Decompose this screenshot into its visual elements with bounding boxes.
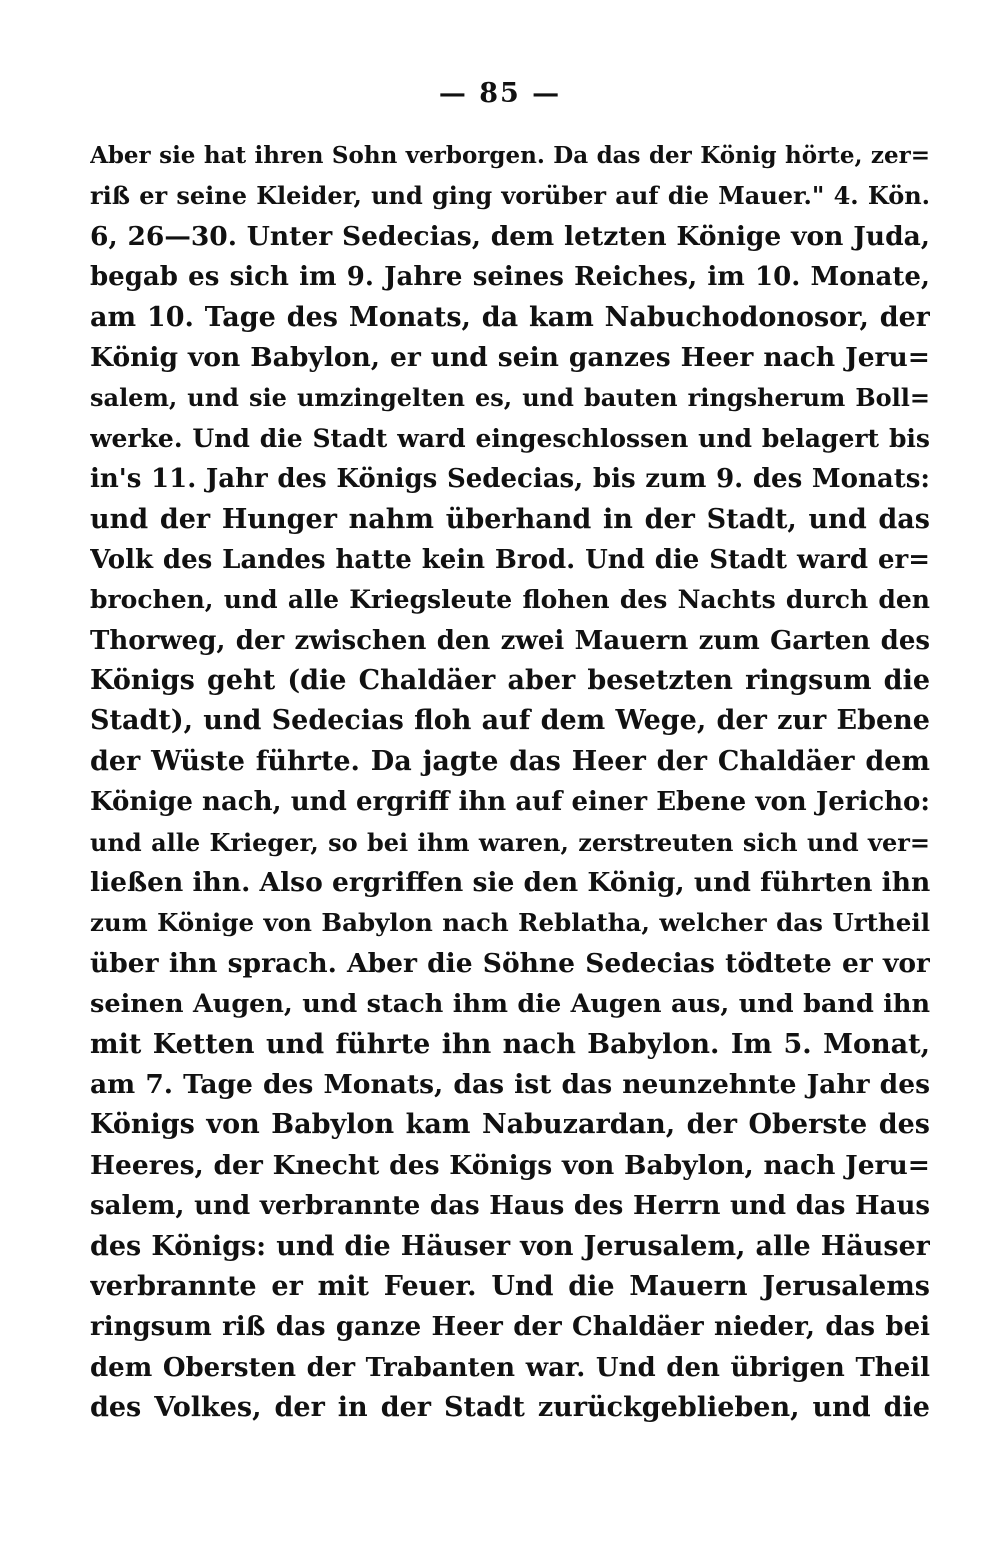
text-line: verbrannte er mit Feuer. Und die Mauern Jerusalems [90, 1270, 930, 1302]
text-line: seinen Augen, und stach ihm die Augen aus, und band ihn [90, 989, 930, 1020]
text-line: Könige nach, und ergriff ihn auf einer Ebene von Jericho: [90, 787, 930, 818]
text-line: am 10. Tage des Monats, da kam Nabuchodonosor, der [90, 301, 930, 333]
text-line: zum Könige von Babylon nach Reblatha, welcher das Urtheil [90, 908, 930, 938]
text-line: in's 11. Jahr des Königs Sedecias, bis zum 9. des Monats: [90, 464, 930, 495]
text-line: des Volkes, der in der Stadt zurückgeblieben, und die [90, 1392, 930, 1424]
text-line: 6, 26—30. Unter Sedecias, dem letzten Könige von Juda, [90, 220, 930, 252]
text-line: Volk des Landes hatte kein Brod. Und die Stadt ward er= [90, 544, 930, 575]
text-line: Heeres, der Knecht des Königs von Babylon, nach Jeru= [90, 1149, 930, 1181]
text-line: riß er seine Kleider, und ging vorüber auf die Mauer." 4. Kön. [90, 181, 930, 211]
text-line: Königs von Babylon kam Nabuzardan, der Oberste des [90, 1109, 930, 1141]
text-line: Thorweg, der zwischen den zwei Mauern zum Garten des [90, 625, 930, 656]
text-line: begab es sich im 9. Jahre seines Reiches, im 10. Monate, [90, 262, 930, 293]
text-line: ließen ihn. Also ergriffen sie den König, und führten ihn [90, 867, 930, 899]
page-number: — 85 — [438, 78, 562, 109]
text-line: König von Babylon, er und sein ganzes Heer nach Jeru= [90, 341, 930, 373]
text-line: werke. Und die Stadt ward eingeschlossen und belagert bis [90, 423, 930, 453]
text-line: über ihn sprach. Aber die Söhne Sedecias tödtete er vor [90, 947, 930, 979]
text-line: brochen, und alle Kriegsleute flohen des Nachts durch den [90, 585, 930, 615]
text-line: salem, und sie umzingelten es, und bauten ringsherum Boll= [90, 383, 930, 413]
body-text [90, 136, 930, 1429]
text-line: salem, und verbrannte das Haus des Herrn und das Haus [90, 1191, 930, 1222]
text-line: Aber sie hat ihren Sohn verborgen. Da das der König hörte, zer= [90, 142, 930, 169]
text-line: dem Obersten der Trabanten war. Und den übrigen Theil [90, 1352, 930, 1383]
text-line: und alle Krieger, so bei ihm waren, zerstreuten sich und ver= [90, 827, 930, 857]
text-line: am 7. Tage des Monats, das ist das neunzehnte Jahr des [90, 1068, 930, 1100]
text-line: und der Hunger nahm überhand in der Stadt, und das [90, 503, 930, 535]
text-line: des Königs: und die Häuser von Jerusalem, alle Häuser [90, 1230, 930, 1262]
text-line: ringsum riß das ganze Heer der Chaldäer nieder, das bei [90, 1312, 930, 1343]
text-line: Königs geht (die Chaldäer aber besetzten ringsum die [90, 665, 930, 697]
text-line: mit Ketten und führte ihn nach Babylon. Im 5. Monat, [90, 1028, 930, 1060]
text-line: Stadt), und Sedecias floh auf dem Wege, der zur Ebene [90, 705, 930, 737]
text-line: der Wüste führte. Da jagte das Heer der Chaldäer dem [90, 745, 930, 777]
